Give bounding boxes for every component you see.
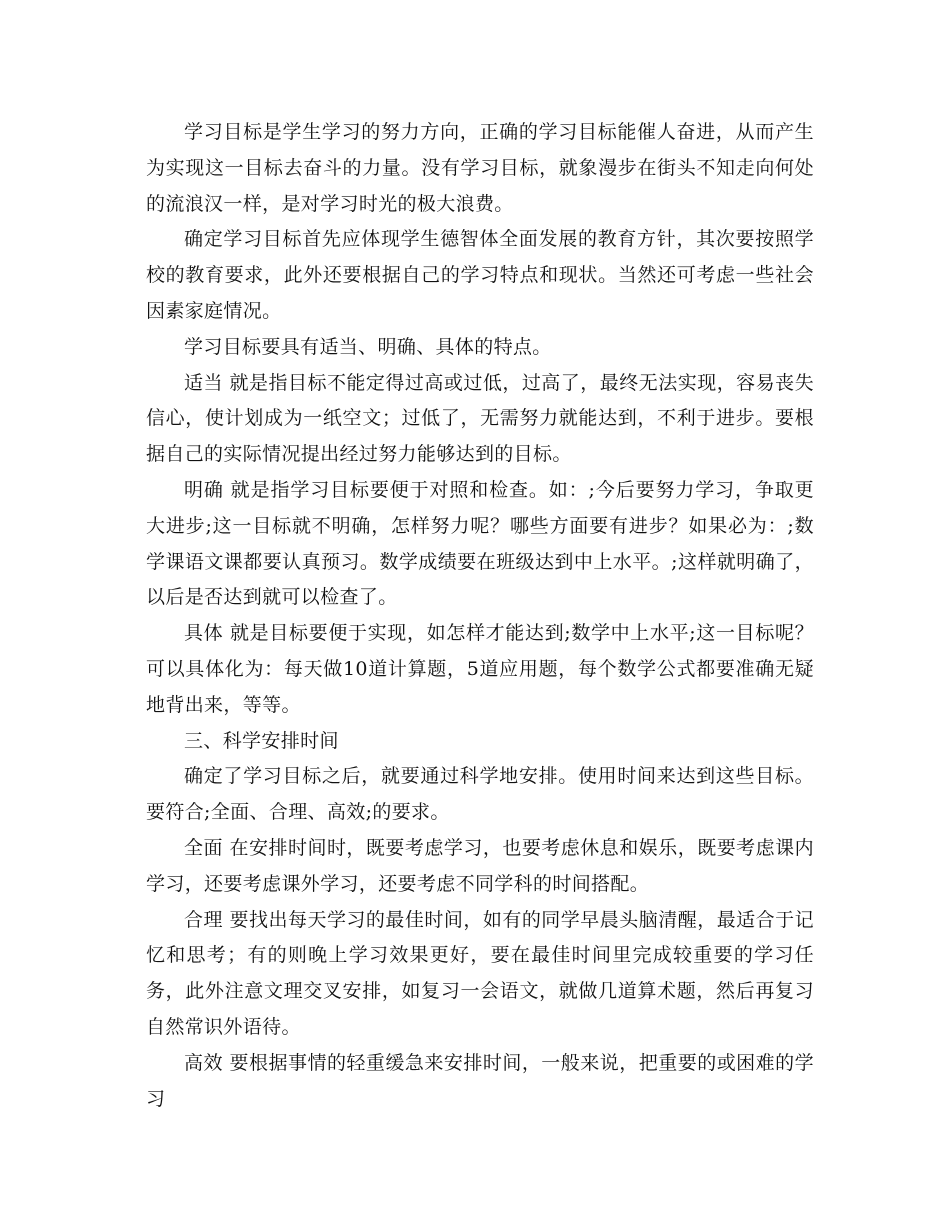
- paragraph-specific: 具体 就是目标要便于实现，如怎样才能达到;数学中上水平;这一目标呢？可以具体化为：每天做10道计算题，5道应用题，每个数学公式都要准确无疑地背出来，等等。: [146, 622, 814, 716]
- section-heading-schedule-time: 三、科学安排时间: [184, 729, 339, 752]
- paragraph-appropriate: 适当 就是指目标不能定得过高或过低，过高了，最终无法实现，容易丧失信心，使计划成为一纸空文；过低了，无需努力就能达到，不利于进步。要根据自己的实际情况提出经过努力能够达到的目标。: [146, 371, 814, 466]
- document-body: [146, 115, 814, 1117]
- paragraph-schedule-intro: 确定了学习目标之后，就要通过科学地安排。使用时间来达到这些目标。要符合;全面、合理、高效;的要求。: [146, 765, 814, 824]
- paragraph-determine-goals: 确定学习目标首先应体现学生德智体全面发展的教育方针，其次要按照学校的教育要求，此外还要根据自己的学习特点和现状。当然还可考虑一些社会因素家庭情况。: [146, 228, 814, 322]
- paragraph-clear: 明确 就是指学习目标要便于对照和检查。如：;今后要努力学习，争取更大进步;这一目标就不明确，怎样努力呢？哪些方面要有进步？如果必为：;数学课语文课都要认真预习。数学成绩要在班级达到中上水平。;这样就明确了，以后是否达到就可以检查了。: [146, 478, 814, 609]
- paragraph-efficient: 高效 要根据事情的轻重缓急来安排时间，一般来说，把重要的或困难的学习: [146, 1051, 814, 1110]
- paragraph-reasonable: 合理 要找出每天学习的最佳时间，如有的同学早晨头脑清醒，最适合于记忆和思考；有的则晚上学习效果更好，要在最佳时间里完成较重要的学习任务，此外注意文理交叉安排，如复习一会语文，就做几道算术题，然后再复习自然常识外语待。: [146, 908, 814, 1038]
- paragraph-learning-goal-intro: 学习目标是学生学习的努力方向，正确的学习目标能催人奋进，从而产生为实现这一目标去奋斗的力量。没有学习目标，就象漫步在街头不知走向何处的流浪汉一样，是对学习时光的极大浪费。: [146, 121, 814, 215]
- paragraph-comprehensive: 全面 在安排时间时，既要考虑学习，也要考虑休息和娱乐，既要考虑课内学习，还要考虑课外学习，还要考虑不同学科的时间搭配。: [146, 836, 814, 895]
- paragraph-goal-features: 学习目标要具有适当、明确、具体的特点。: [184, 335, 552, 358]
